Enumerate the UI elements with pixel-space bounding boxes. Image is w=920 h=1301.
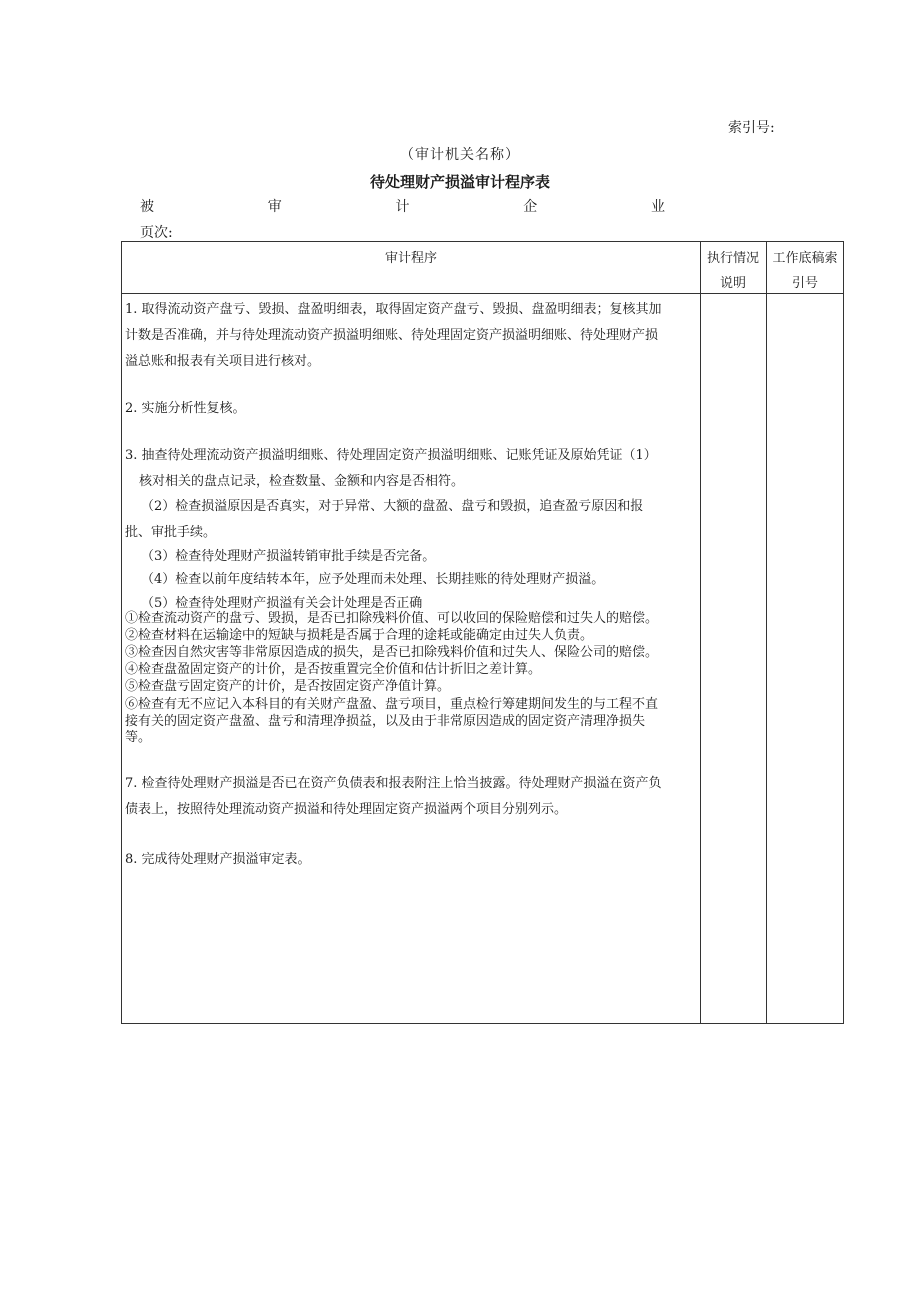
step-7-line: 债表上，按照待处理流动资产损溢和待处理固定资产损溢两个项目分别列示。	[125, 802, 568, 817]
check-item-3: ③检查因自然灾害等非常原因造成的损失，是否已扣除残料价值和过失人、保险公司的赔偿。	[125, 645, 659, 660]
step-3-2-line: 批、审批手续。	[125, 525, 217, 540]
entity-char: 计	[395, 199, 410, 215]
step-3-line: 3. 抽查待处理流动资产损溢明细账、待处理固定资产损溢明细账、记账凭证及原始凭证（1）	[125, 448, 657, 463]
step-3-4: （4）检查以前年度结转本年，应予处理而未处理、长期挂账的待处理财产损溢。	[141, 572, 605, 587]
entity-char: 审	[267, 199, 282, 215]
column-header-execution-line2: 说明	[719, 276, 746, 291]
entity-char: 业	[651, 199, 665, 215]
step-2: 2. 实施分析性复核。	[125, 401, 246, 416]
step-8: 8. 完成待处理财产损溢审定表。	[125, 852, 311, 867]
step-3-5: （5）检查待处理财产损溢有关会计处理是否正确	[141, 596, 423, 611]
check-item-6-line: 等。	[125, 730, 152, 745]
entity-char: 被	[140, 199, 154, 215]
audited-entity-label	[140, 196, 665, 216]
step-1-line: 溢总账和报表有关项目进行核对。	[125, 354, 321, 369]
column-header-execution-line1: 执行情况	[706, 251, 759, 266]
check-item-5: ⑤检查盘亏固定资产的计价，是否按固定资产净值计算。	[125, 679, 451, 694]
step-1-line: 1. 取得流动资产盘亏、毁损、盘盈明细表，取得固定资产盘亏、毁损、盘盈明细表；复核其加	[125, 302, 662, 317]
check-item-1: ①检查流动资产的盘亏、毁损，是否已扣除残料价值、可以收回的保险赔偿和过失人的赔偿。	[125, 611, 659, 626]
audit-procedure-table	[121, 241, 844, 1024]
column-divider	[766, 242, 767, 1023]
index-number-label: 索引号:	[728, 120, 775, 136]
column-header-ref-line2: 引号	[791, 276, 818, 291]
step-3-3: （3）检查待处理财产损溢转销审批手续是否完备。	[141, 549, 436, 564]
page-title: 待处理财产损溢审计程序表	[369, 173, 550, 191]
entity-char: 企	[523, 199, 538, 215]
column-header-workpaper-ref	[766, 246, 844, 296]
check-item-2: ②检查材料在运输途中的短缺与损耗是否属于合理的途耗或能确定由过失人负责。	[125, 628, 594, 643]
check-item-6-line: ⑥检查有无不应记入本科目的有关财产盘盈、盘亏项目，重点检行筹建期间发生的与工程不直	[125, 697, 659, 712]
check-item-4: ④检查盘盈固定资产的计价，是否按重置完全价值和估计折旧之差计算。	[125, 662, 542, 677]
check-item-6-line: 接有关的固定资产盘盈、盘亏和清理净损益，以及由于非常原因造成的固定资产清理净损失	[125, 714, 646, 729]
column-header-procedure: 审计程序	[384, 251, 437, 266]
column-header-execution	[700, 246, 766, 296]
step-3-2-line: （2）检查损溢原因是否真实，对于异常、大额的盘盈、盘亏和毁损，追查盈亏原因和报	[141, 499, 644, 514]
page-number-label: 页次:	[140, 225, 173, 241]
column-divider	[700, 242, 701, 1023]
audit-organization-name: （审计机关名称）	[400, 147, 520, 163]
step-7-line: 7. 检查待处理财产损溢是否已在资产负债表和报表附注上恰当披露。待处理财产损溢在资产负	[125, 776, 662, 791]
step-3-line: 核对相关的盘点记录，检查数量、金额和内容是否相符。	[139, 474, 465, 489]
step-1-line: 计数是否准确，并与待处理流动资产损溢明细账、待处理固定资产损溢明细账、待处理财产损	[125, 328, 659, 343]
column-header-ref-line1: 工作底稿索	[772, 251, 838, 266]
